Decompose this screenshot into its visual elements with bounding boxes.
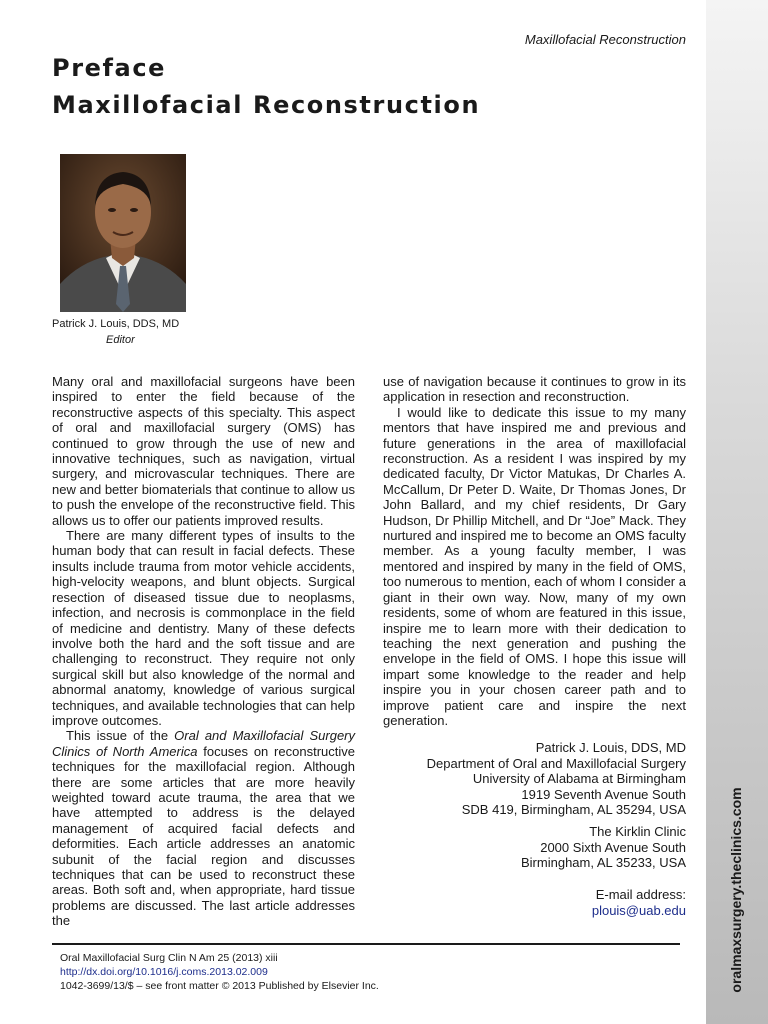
paragraph: Many oral and maxillofacial surgeons have been inspired to enter the field because of the reconstructive aspects of this specialty. This aspect of oral and maxillofacial surgery (OMS) has continued to grow through the use of new and innovative techniques, such as navigation, virtual surgery, and microvascular techniques. There are new and better biomaterials that continue to allow us to push the envelope of the reconstructive field. This allows us to offer our patients improved results.	[52, 374, 355, 528]
body-column-left	[52, 374, 355, 929]
running-head: Maxillofacial Reconstruction	[524, 32, 686, 47]
body-column-right	[383, 374, 686, 728]
clinic-address	[521, 824, 686, 871]
footer-copyright: 1042-3699/13/$ – see front matter © 2013 Published by Elsevier Inc.	[60, 980, 379, 992]
signature-block	[427, 740, 686, 818]
clinic-street: 2000 Sixth Avenue South	[540, 839, 686, 855]
paragraph	[52, 728, 355, 928]
footer	[60, 951, 379, 993]
paragraph: There are many different types of insults to the human body that can result in facial defects. These insults include trauma from motor vehicle accidents, high-velocity weapons, and blunt objects. Surgical resection of diseased tissue due to neoplasms, infection, and necrosis is commonplace in the field of medicine and dentistry. Many of these defects involve both the hard and the soft tissue and are challenging to reconstruct. They require not only surgical skill but also knowledge of the normal and abnormal anatomy, knowledge of various surgical techniques, and available technologies that can help improve outcomes.	[52, 528, 355, 728]
editor-name: Patrick J. Louis, DDS, MD	[52, 318, 180, 330]
email-label: E-mail address:	[595, 887, 686, 902]
email-block	[592, 887, 686, 918]
author-portrait	[60, 154, 186, 312]
clinic-city: Birmingham, AL 35233, USA	[521, 855, 686, 870]
journal-website: oralmaxsurgery.theclinics.com	[728, 787, 744, 993]
title-line-1: Preface	[52, 54, 167, 82]
footer-divider	[52, 943, 680, 945]
signature-suite: SDB 419, Birmingham, AL 35294, USA	[461, 802, 686, 817]
doi-link[interactable]: http://dx.doi.org/10.1016/j.coms.2013.02.009	[60, 966, 268, 978]
portrait-illustration	[60, 154, 186, 312]
signature-university: University of Alabama at Birmingham	[472, 771, 686, 786]
signature-street: 1919 Seventh Avenue South	[521, 786, 686, 802]
paragraph-text: focuses on reconstructive techniques for the maxillofacial region. Although there are some articles that are more heavily weighted toward acute trauma, the area that we have attempted to address is the delayed management of acquired facial defects and deformities. Each article addresses an anatomic subunit of the facial region and discusses techniques that can be used to reconstruct these areas. Both soft and, when appropriate, hard tissue problems are discussed. The last article addresses the	[52, 743, 355, 929]
journal-title: Oral and Maxillofacial Surgery Clinics of North America	[52, 728, 355, 759]
editor-role: Editor	[106, 334, 135, 346]
signature-name: Patrick J. Louis, DDS, MD	[535, 740, 686, 755]
title-line-2: Maxillofacial Reconstruction	[52, 91, 481, 119]
paragraph-text: This issue of the	[66, 728, 175, 744]
page-title	[52, 50, 480, 124]
paragraph: use of navigation because it continues to grow in its application in resection and reconstruction.	[383, 374, 686, 405]
clinic-name: The Kirklin Clinic	[589, 824, 686, 839]
paragraph: I would like to dedicate this issue to my many mentors that have inspired me and previous and future generations in the area of maxillofacial reconstruction. As a resident I was inspired by my dedicated faculty, Dr Victor Matukas, Dr Charles A. McCallum, Dr Peter D. Waite, Dr Thomas Jones, Dr John Ballard, and my chief residents, Dr Gary Hudson, Dr Phillip Mitchell, and Dr “Joe” Mack. They nurtured and inspired me to become an OMS faculty member. As a young faculty member, I was mentored and inspired by many in the field of OMS, too numerous to mention, each of whom I consider a giant in their own way. Now, many of my own residents, some of whom are featured in this issue, inspire me to learn more with their dedication to teaching the next generation and pushing the envelope in the field of OMS. I hope this issue will impart some knowledge to the reader and help inspire you in your chosen career path and to improve patient care and inspire the next generation.	[383, 404, 686, 728]
email-link[interactable]: plouis@uab.edu	[591, 902, 686, 918]
footer-citation: Oral Maxillofacial Surg Clin N Am 25 (2013) xiii	[60, 952, 278, 964]
signature-department: Department of Oral and Maxillofacial Surgery	[426, 755, 686, 771]
